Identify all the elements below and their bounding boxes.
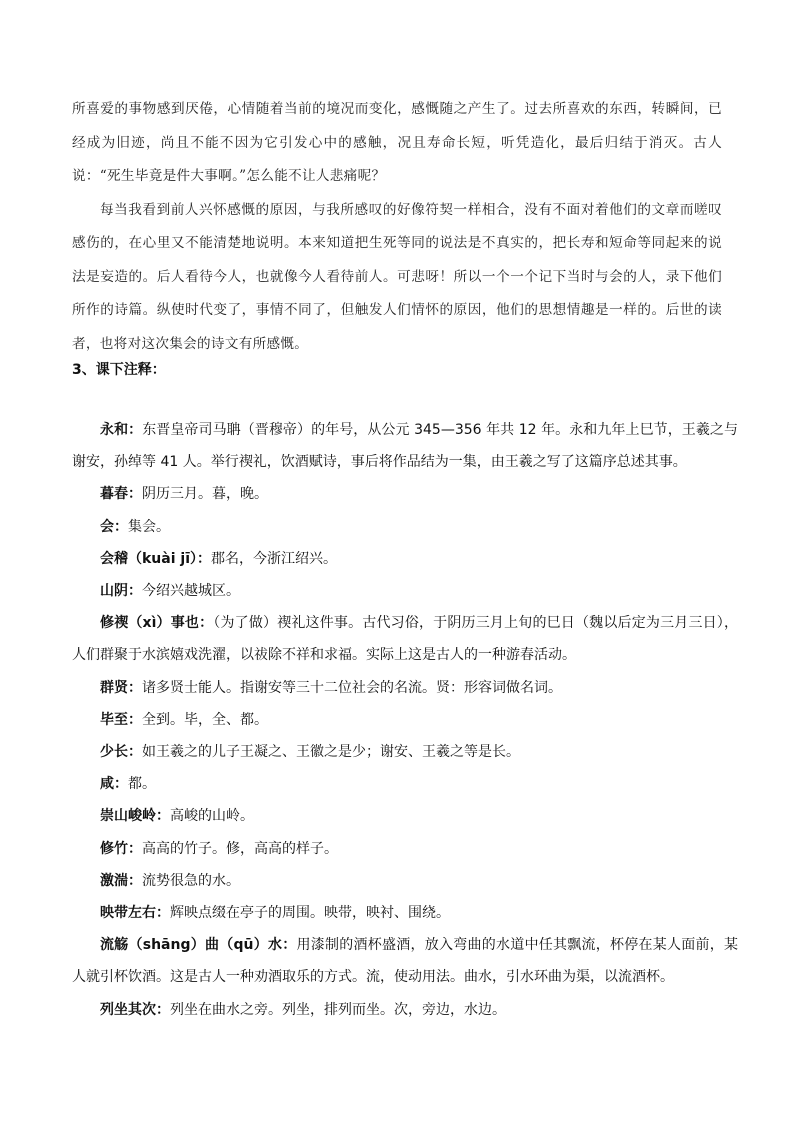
annotation-item: [72, 511, 738, 543]
annotation-term: 山阴：: [100, 583, 142, 600]
annotation-item: [72, 736, 738, 768]
annotation-item: [72, 897, 738, 929]
annotation-item: [72, 672, 738, 704]
annotation-definition: 辉映点缀在亭子的周围。映带，映衬、围绕。: [170, 905, 450, 922]
annotation-item: [72, 994, 738, 1026]
annotation-item: [72, 478, 738, 510]
annotation-term: 少长：: [100, 744, 142, 761]
annotation-term: 修禊（xì）事也：: [100, 615, 214, 632]
annotation-item: [72, 607, 738, 671]
annotation-definition: （为了做）禊礼这件事。古代习俗，于阴历三月上旬的巳日（魏以后定为三月三日），人们群聚于水滨嬉戏洗濯，以祓除不祥和求福。实际上这是古人的一种游春活动。: [72, 615, 738, 664]
section-heading: 3、课下注释：: [72, 362, 166, 378]
annotation-item: [72, 575, 738, 607]
annotation-term: 修竹：: [100, 840, 142, 857]
translation-paragraph: 每当我看到前人兴怀感慨的原因，与我所感叹的好像符契一样相合，没有不面对着他们的文章而嗟叹感伤的，在心里又不能清楚地说明。本来知道把生死等同的说法是不真实的，把长寿和短命等同起来的说法是妄造的。后人看待今人，也就像今人看待前人。可悲呀！所以一个一个记下当时与会的人，录下他们所作的诗篇。纵使时代变了，事情不同了，但触发人们情怀的原因，他们的思想情趣是一样的。后世的读者，也将对这次集会的诗文有所感慨。: [72, 201, 722, 352]
annotation-term: 暮春：: [100, 486, 142, 503]
annotation-item: [72, 800, 738, 832]
annotation-term: 激湍：: [100, 872, 142, 889]
annotation-term: 会：: [100, 518, 128, 535]
annotation-item: [72, 414, 738, 478]
annotation-term: 咸：: [100, 776, 128, 793]
annotation-item: [72, 704, 738, 736]
annotation-term: 会稽（kuài jī）：: [100, 550, 211, 567]
annotation-item: [72, 865, 738, 897]
translation-paragraph: 所喜爱的事物感到厌倦，心情随着当前的境况而变化，感慨随之产生了。过去所喜欢的东西，转瞬间，已经成为旧迹，尚且不能不因为它引发心中的感触，况且寿命长短，听凭造化，最后归结于消灭。古人说：“死生毕竟是件大事啊。”怎么能不让人悲痛呢？: [72, 101, 722, 184]
annotation-term: 流觞（shāng）曲（qū）水：: [100, 937, 297, 954]
annotation-term: 群贤：: [100, 679, 142, 696]
annotation-item: [72, 768, 738, 800]
annotation-definition: 流势很急的水。: [142, 872, 240, 889]
annotation-term: 永和：: [100, 422, 143, 438]
annotation-item: [72, 929, 738, 993]
annotation-definition: 阴历三月。暮，晚。: [142, 486, 268, 503]
annotation-definition: 高高的竹子。修，高高的样子。: [142, 840, 338, 857]
annotation-definition: 用漆制的酒杯盛酒，放入弯曲的水道中任其飘流，杯停在某人面前，某人就引杯饮酒。这是古人一种劝酒取乐的方式。流，使动用法。曲水，引水环曲为渠，以流酒杯。: [72, 937, 738, 986]
annotation-definition: 诸多贤士能人。指谢安等三十二位社会的名流。贤：形容词做名词。: [142, 679, 562, 696]
annotation-definition: 今绍兴越城区。: [142, 583, 240, 600]
annotation-definition: 如王羲之的儿子王凝之、王徽之是少；谢安、王羲之等是长。: [142, 744, 520, 761]
annotation-definition: 集会。: [128, 518, 170, 535]
annotation-term: 映带左右：: [100, 905, 170, 922]
annotation-definition: 东晋皇帝司马聃（晋穆帝）的年号，从公元 345—356 年共 12 年。永和九年上巳节，王羲之与谢安，孙绰等 41 人。举行禊礼，饮酒赋诗，事后将作品结为一集，由王羲之写了这篇序总述其事。: [72, 422, 738, 471]
annotation-definition: 都。: [128, 776, 156, 793]
annotation-definition: 列坐在曲水之旁。列坐，排列而坐。次，旁边，水边。: [170, 1001, 506, 1018]
annotation-item: [72, 833, 738, 865]
translation-text: [72, 93, 722, 361]
annotation-term: 列坐其次：: [100, 1001, 170, 1018]
annotation-list: [72, 414, 738, 1026]
annotation-item: [72, 543, 738, 575]
annotation-term: 毕至：: [100, 711, 142, 728]
annotation-definition: 全到。毕，全、都。: [142, 711, 268, 728]
annotation-definition: 高峻的山岭。: [170, 808, 254, 825]
annotation-definition: 郡名，今浙江绍兴。: [211, 550, 337, 567]
annotation-term: 崇山峻岭：: [100, 808, 170, 825]
